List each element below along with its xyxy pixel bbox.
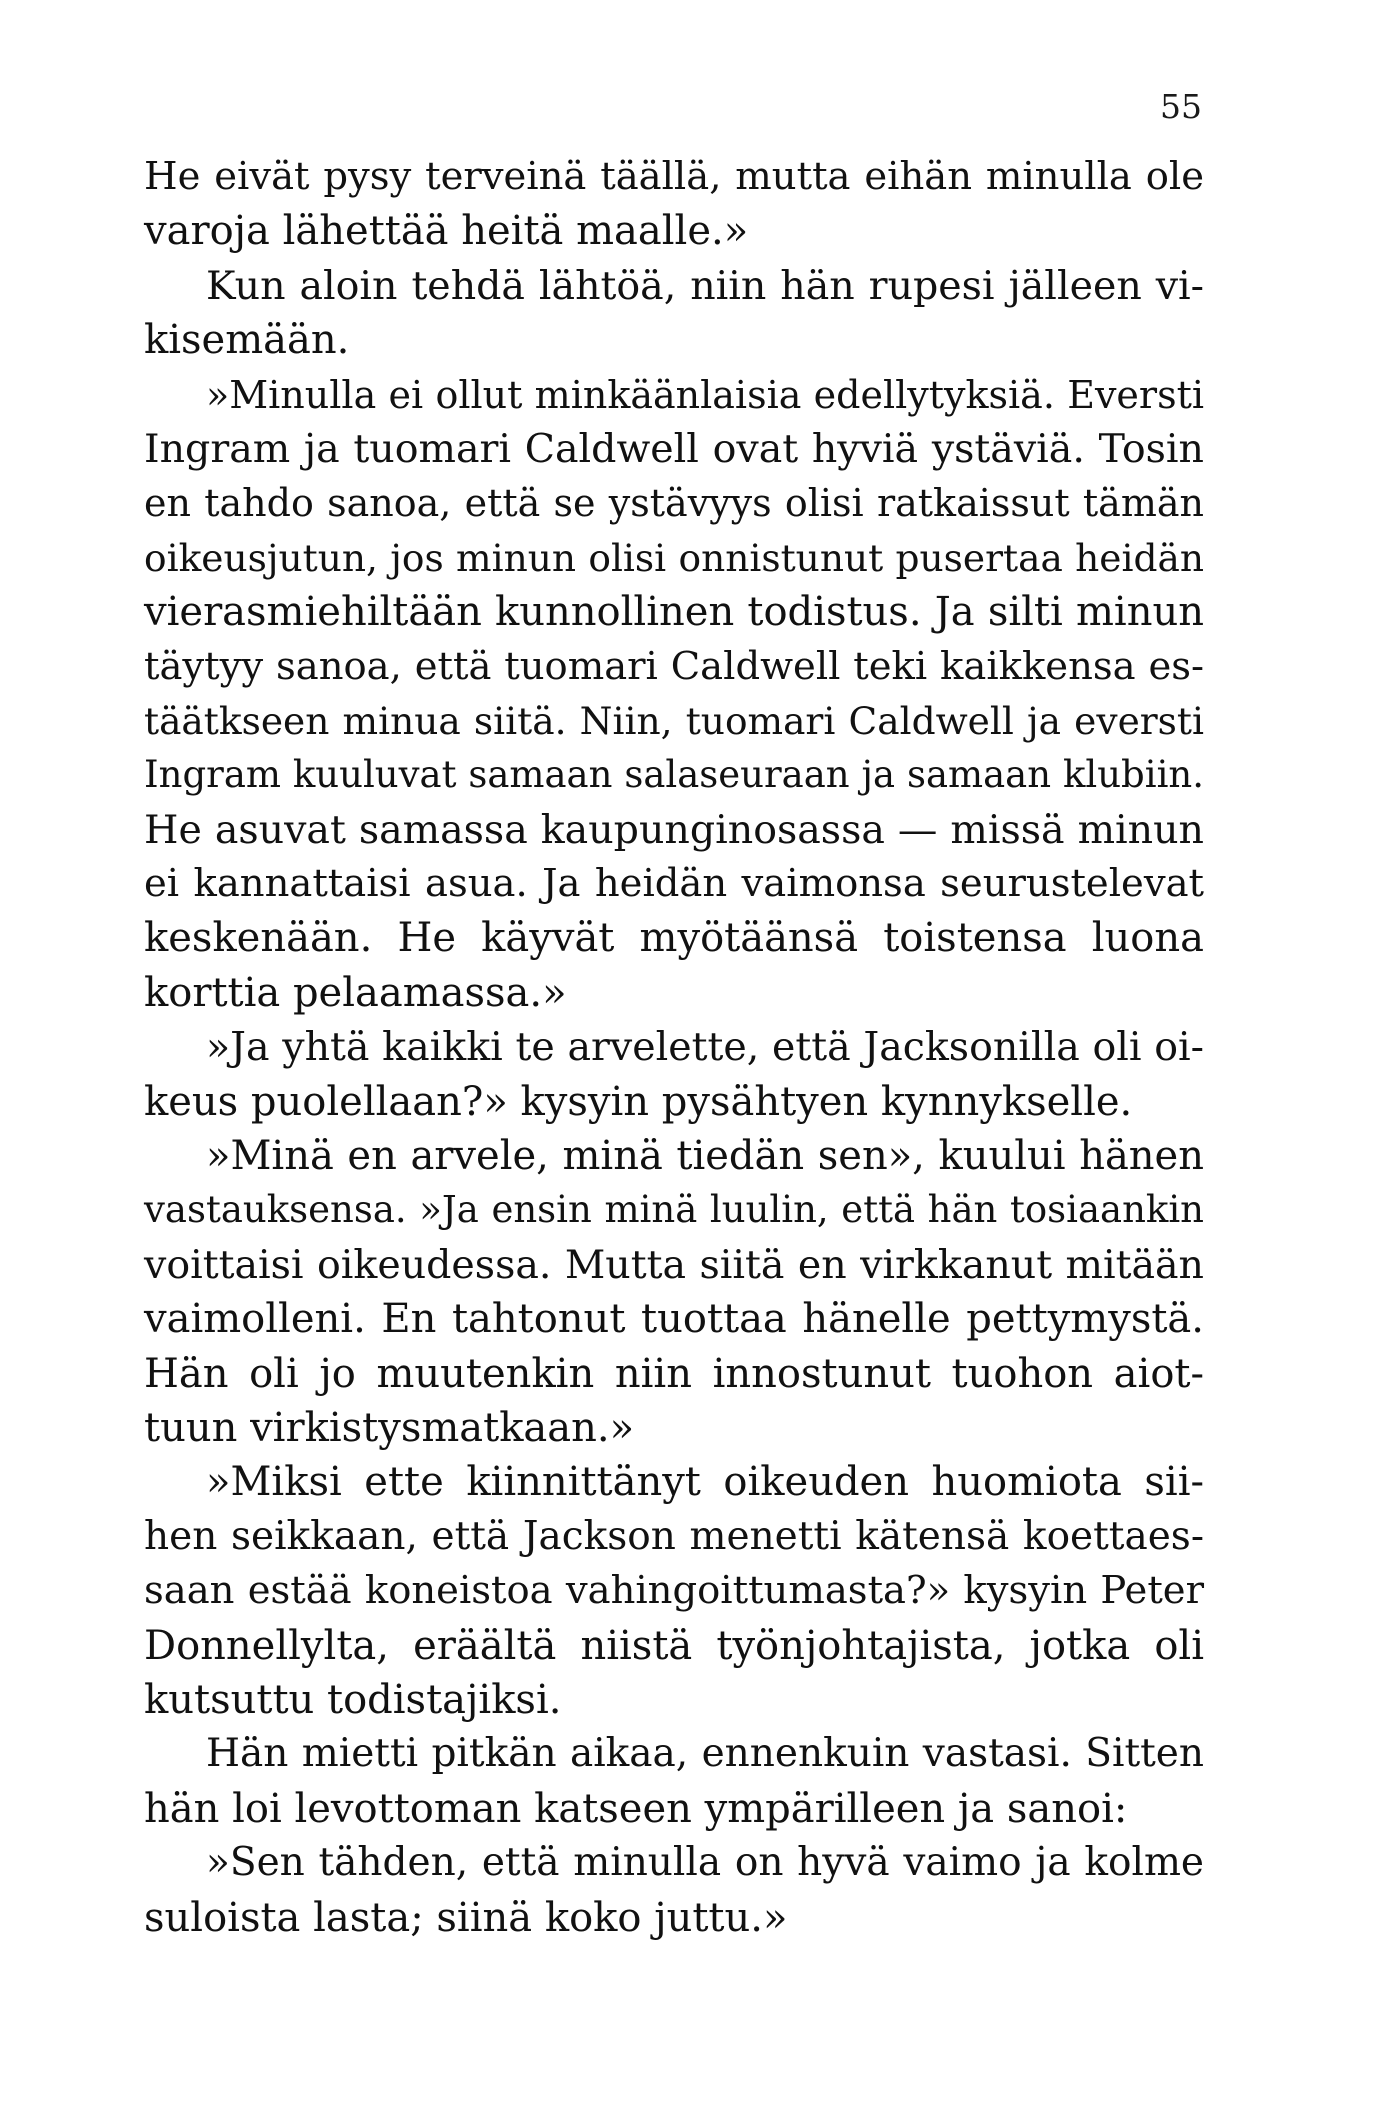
text-line: »Minulla ei ollut minkäänlaisia edellytyksiä. Eversti bbox=[206, 372, 1204, 417]
text-line: ei kannattaisi asua. Ja heidän vaimonsa seurustelevat bbox=[144, 861, 1204, 907]
text-line: He eivät pysy terveinä täällä, mutta eihän minulla ole bbox=[144, 154, 1204, 199]
text-line: tuun virkistysmatkaan.» bbox=[144, 1404, 635, 1451]
text-line: keus puolellaan?» kysyin pysähtyen kynnykselle. bbox=[144, 1078, 1133, 1125]
text-line: kisemään. bbox=[144, 317, 350, 364]
text-line: oikeusjutun, jos minun olisi onnistunut pusertaa heidän bbox=[144, 535, 1204, 580]
text-line: Hän oli jo muutenkin niin innostunut tuohon aiot- bbox=[144, 1350, 1204, 1397]
text-line: Hän mietti pitkän aikaa, ennenkuin vastasi. Sitten bbox=[206, 1731, 1204, 1777]
text-line: vaimolleni. En tahtonut tuottaa hänelle pettymystä. bbox=[144, 1296, 1204, 1343]
text-line: hen seikkaan, että Jackson menetti kätensä koettaes- bbox=[144, 1513, 1204, 1559]
text-line: »Ja yhtä kaikki te arvelette, että Jacksonilla oli oi- bbox=[206, 1024, 1204, 1071]
page-number: 55 bbox=[1160, 87, 1202, 126]
text-line: vierasmiehiltään kunnollinen todistus. Ja silti minun bbox=[144, 589, 1204, 636]
text-line: keskenään. He käyvät myötäänsä toistensa luona bbox=[144, 915, 1204, 962]
text-line: He asuvat samassa kaupunginosassa — missä minun bbox=[144, 806, 1204, 853]
text-line: »Sen tähden, että minulla on hyvä vaimo ja kolme bbox=[206, 1840, 1204, 1886]
text-line: vastauksensa. »Ja ensin minä luulin, että hän tosiaankin bbox=[144, 1188, 1204, 1232]
text-line: voittaisi oikeudessa. Mutta siitä en virkkanut mitään bbox=[144, 1241, 1204, 1288]
text-line: suloista lasta; siinä koko juttu.» bbox=[144, 1894, 788, 1941]
text-line: »Miksi ette kiinnittänyt oikeuden huomiota sii- bbox=[206, 1459, 1204, 1506]
text-line: täytyy sanoa, että tuomari Caldwell teki kaikkensa es- bbox=[144, 643, 1204, 689]
text-line: korttia pelaamassa.» bbox=[144, 969, 567, 1016]
text-line: Donnellylta, eräältä niistä työnjohtajista, jotka oli bbox=[144, 1622, 1204, 1669]
text-line: Ingram kuuluvat samaan salaseuraan ja samaan klubiin. bbox=[144, 753, 1204, 797]
text-line: en tahdo sanoa, että se ystävyys olisi ratkaissut tämän bbox=[144, 481, 1204, 526]
body-text bbox=[144, 150, 1204, 1945]
text-line: kutsuttu todistajiksi. bbox=[144, 1676, 562, 1723]
text-line: Kun aloin tehdä lähtöä, niin hän rupesi jälleen vi- bbox=[206, 262, 1204, 309]
text-line: varoja lähettää heitä maalle.» bbox=[144, 208, 749, 255]
text-line: täätkseen minua siitä. Niin, tuomari Caldwell ja eversti bbox=[144, 698, 1204, 743]
text-line: saan estää koneistoa vahingoittumasta?» kysyin Peter bbox=[144, 1568, 1204, 1614]
text-line: hän loi levottoman katseen ympärilleen ja sanoi: bbox=[144, 1785, 1128, 1832]
text-line: »Minä en arvele, minä tiedän sen», kuului hänen bbox=[206, 1133, 1204, 1180]
text-line: Ingram ja tuomari Caldwell ovat hyviä ystäviä. Tosin bbox=[144, 425, 1204, 472]
